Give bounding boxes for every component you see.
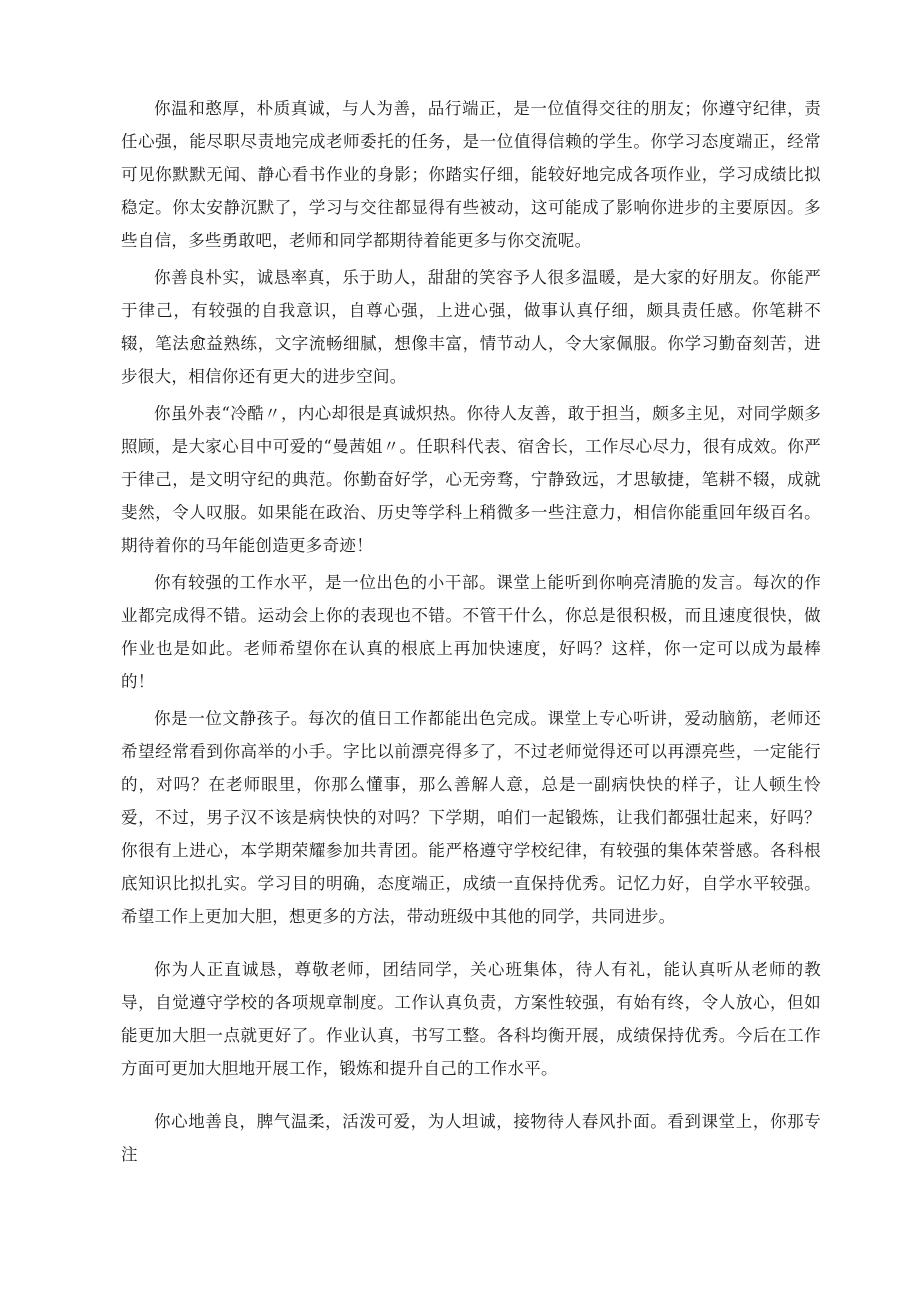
comment-paragraph-7: 你心地善良，脾气温柔，活泼可爱，为人坦诚，接物待人春风扑面。看到课堂上，你那专注 <box>121 1112 821 1164</box>
comment-paragraph-3: 你虽外表“冷酷〃，内心却很是真诚炽热。你待人友善，敢于担当，颇多主见，对同学颇多照顾，是大家心目中可爱的“曼茜姐〃。任职科代表、宿舍长，工作尽心尽力，很有成效。你严于律己，是文明守纪的典范。你勤奋好学，心无旁骛，宁静致远，才思敏捷，笔耕不辍，成就斐然，令人叹服。如果能在政治、历史等学科上稍微多一些注意力，相信你能重回年级百名。期待着你的马年能创造更多奇迹！ <box>121 404 821 555</box>
comment-paragraph-5: 你是一位文静孩子。每次的值日工作都能出色完成。课堂上专心听讲，爱动脑筋，老师还希望经常看到你高举的小手。字比以前漂亮得多了，不过老师觉得还可以再漂亮些，一定能行的，对吗？在老师眼里，你那么懂事，那么善解人意，总是一副病快快的样子，让人顿生怜爱，不过，男子汉不该是病快快的对吗？下学期，咱们一起锻炼，让我们都强壮起来，好吗？你很有上进心，本学期荣耀参加共青团。能严格遵守学校纪律，有较强的集体荣誉感。各科根底知识比拟扎实。学习目的明确，态度端正，成绩一直保持优秀。记忆力好，自学水平较强。希望工作上更加大胆，想更多的方法，带动班级中其他的同学，共同进步。 <box>121 709 821 926</box>
document-body <box>121 92 821 1171</box>
comment-paragraph-2: 你善良朴实，诚恳率真，乐于助人，甜甜的笑容予人很多温暖，是大家的好朋友。你能严于律己，有较强的自我意识，自尊心强，上进心强，做事认真仔细，颇具责任感。你笔耕不辍，笔法愈益熟练，文字流畅细腻，想像丰富，情节动人，令大家佩服。你学习勤奋刻苦，进步很大，相信你还有更大的进步空间。 <box>121 268 821 386</box>
comment-paragraph-1: 你温和憨厚，朴质真诚，与人为善，品行端正，是一位值得交往的朋友；你遵守纪律，责任心强，能尽职尽责地完成老师委托的任务，是一位值得信赖的学生。你学习态度端正，经常可见你默默无闻、静心看书作业的身影；你踏实仔细，能较好地完成各项作业，学习成绩比拟稳定。你太安静沉默了，学习与交往都显得有些被动，这可能成了影响你进步的主要原因。多些自信，多些勇敢吧，老师和同学都期待着能更多与你交流呢。 <box>121 99 821 250</box>
comment-paragraph-6: 你为人正直诚恳，尊敬老师，团结同学，关心班集体，待人有礼，能认真听从老师的教导，自觉遵守学校的各项规章制度。工作认真负责，方案性较强，有始有终，令人放心，但如能更加大胆一点就更好了。作业认真，书写工整。各科均衡开展，成绩保持优秀。今后在工作方面可更加大胆地开展工作，锻炼和提升自己的工作水平。 <box>121 960 821 1078</box>
comment-paragraph-4: 你有较强的工作水平，是一位出色的小干部。课堂上能听到你响亮清脆的发言。每次的作业都完成得不错。运动会上你的表现也不错。不管干什么，你总是很积极，而且速度很快，做作业也是如此。老师希望你在认真的根底上再加快速度，好吗？这样，你一定可以成为最棒的！ <box>121 573 821 691</box>
